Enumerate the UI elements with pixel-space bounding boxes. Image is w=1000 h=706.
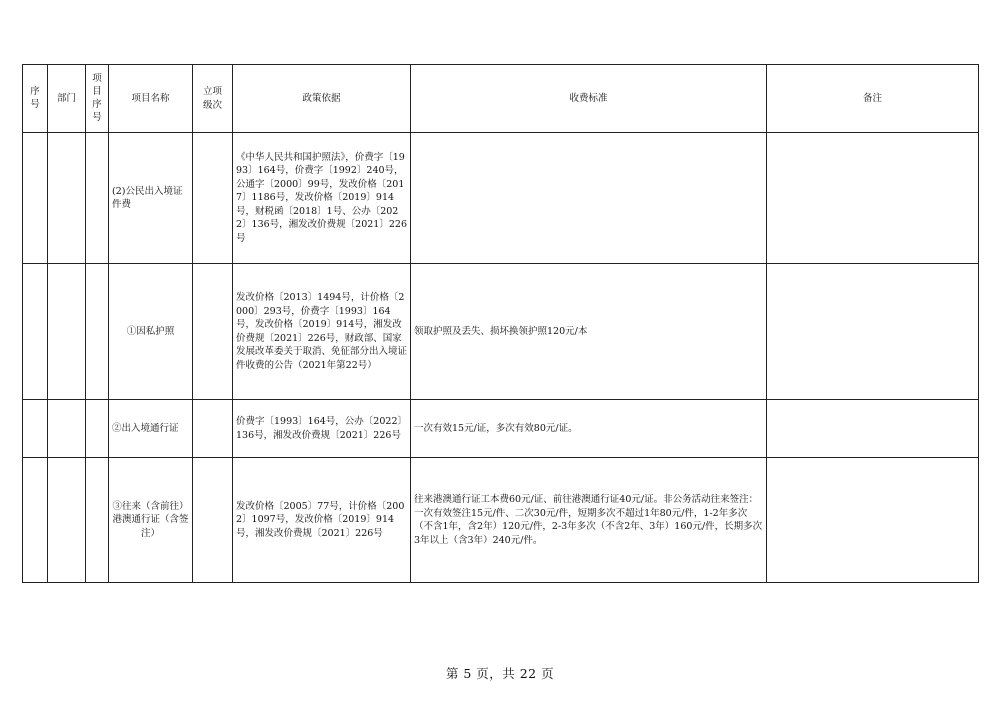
cell-level bbox=[193, 264, 233, 400]
table-row bbox=[23, 264, 979, 400]
cell-standard: 一次有效15元/证，多次有效80元/证。 bbox=[411, 400, 767, 458]
header-remark: 备注 bbox=[767, 65, 979, 133]
cell-remark bbox=[767, 264, 979, 400]
cell-remark bbox=[767, 133, 979, 264]
cell-policy: 发改价格〔2005〕77号，计价格〔2002〕1097号，发改价格〔2019〕914号，湘发改价费规〔2021〕226号 bbox=[233, 458, 411, 583]
cell-item-seq bbox=[86, 133, 109, 264]
header-standard: 收费标准 bbox=[411, 65, 767, 133]
cell-dept bbox=[48, 458, 86, 583]
cell-seq bbox=[23, 400, 48, 458]
cell-dept bbox=[48, 133, 86, 264]
cell-remark bbox=[767, 458, 979, 583]
cell-policy: 价费字〔1993〕164号，公办〔2022〕136号，湘发改价费规〔2021〕226号 bbox=[233, 400, 411, 458]
page-footer: 第 5 页，共 22 页 bbox=[445, 666, 555, 681]
cell-dept bbox=[48, 264, 86, 400]
cell-item-seq bbox=[86, 264, 109, 400]
table-row bbox=[23, 400, 979, 458]
header-policy: 政策依据 bbox=[233, 65, 411, 133]
cell-item-name: ②出入境通行证 bbox=[109, 400, 193, 458]
table-row bbox=[23, 458, 979, 583]
header-row bbox=[23, 65, 979, 133]
cell-standard bbox=[411, 133, 767, 264]
header-level: 立项级次 bbox=[193, 65, 233, 133]
cell-item-seq bbox=[86, 458, 109, 583]
header-item-name: 项目名称 bbox=[109, 65, 193, 133]
cell-item-name: (2)公民出入境证件费 bbox=[109, 133, 193, 264]
cell-standard: 领取护照及丢失、损坏换领护照120元/本 bbox=[411, 264, 767, 400]
cell-item-name: ③往来（含前往）港澳通行证（含签注） bbox=[109, 458, 193, 583]
cell-level bbox=[193, 458, 233, 583]
cell-item-seq bbox=[86, 400, 109, 458]
cell-item-name: ①因私护照 bbox=[109, 264, 193, 400]
cell-remark bbox=[767, 400, 979, 458]
cell-dept bbox=[48, 400, 86, 458]
cell-level bbox=[193, 133, 233, 264]
cell-level bbox=[193, 400, 233, 458]
fee-table bbox=[22, 64, 979, 583]
header-seq: 序号 bbox=[23, 65, 48, 133]
cell-seq bbox=[23, 264, 48, 400]
cell-seq bbox=[23, 133, 48, 264]
cell-policy: 发改价格〔2013〕1494号，计价格〔2000〕293号，价费字〔1993〕164号，发改价格〔2019〕914号，湘发改价费规〔2021〕226号，财政部、国家发展改革委关于取消、免征部分出入境证件收费的公告（2021年第22号） bbox=[233, 264, 411, 400]
header-dept: 部门 bbox=[48, 65, 86, 133]
table-row bbox=[23, 133, 979, 264]
cell-policy: 《中华人民共和国护照法》，价费字〔1993〕164号，价费字〔1992〕240号，公通字〔2000〕99号，发改价格〔2017〕1186号，发改价格〔2019〕914号，财税函〔2018〕1号、公办〔2022〕136号，湘发改价费规〔2021〕226号 bbox=[233, 133, 411, 264]
cell-seq bbox=[23, 458, 48, 583]
cell-standard: 往来港澳通行证工本费60元/证、前往港澳通行证40元/证。非公务活动往来签注：一次有效签注15元/件、二次30元/件，短期多次不超过1年80元/件，1-2年多次（不含1年，含2年）120元/件，2-3年多次（不含2年、3年）160元/件，长期多次3年以上（含3年）240元/件。 bbox=[411, 458, 767, 583]
header-item-seq: 项目序号 bbox=[86, 65, 109, 133]
